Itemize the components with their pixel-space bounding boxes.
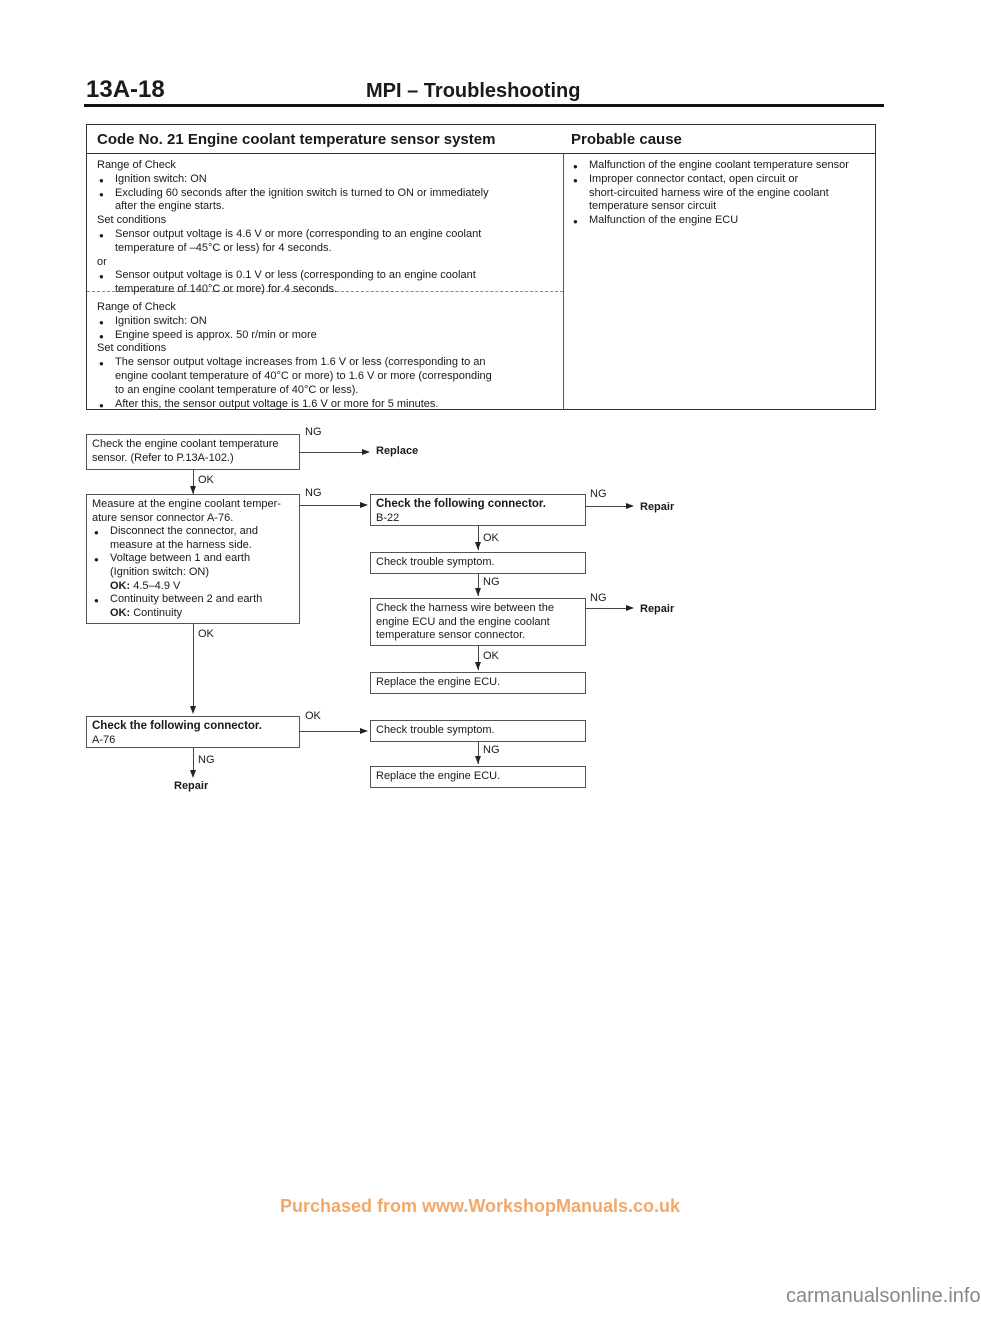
ok-spec-label: OK:: [110, 579, 131, 592]
ng-label: NG: [198, 754, 215, 766]
check-connector-b22-box: [370, 494, 586, 526]
range-heading: Range of Check: [97, 159, 176, 171]
ok-label: OK: [198, 474, 214, 486]
box-text: Check the following connector.: [376, 498, 546, 510]
connector-line: [300, 452, 362, 453]
condition-line: ● Ignition switch: ON: [97, 315, 492, 329]
set-heading: Set conditions: [97, 342, 167, 355]
arrow-right-icon: [362, 449, 370, 455]
arrow-right-icon: [626, 503, 634, 509]
cause-line: ● Improper connector contact, open circuit or: [571, 173, 849, 187]
condition-line: temperature of 140°C or more) for 4 seconds.: [115, 283, 338, 296]
probable-causes: [571, 159, 849, 228]
box-text: Replace the engine ECU.: [376, 676, 501, 688]
condition-line: ● After this, the sensor output voltage is 1.6 V or more for 5 minutes.: [97, 398, 492, 412]
diagnosis-table: [86, 124, 876, 410]
cause-line: ● Malfunction of the engine coolant temperature sensor: [571, 159, 849, 173]
ok-label: OK: [305, 710, 321, 722]
arrow-down-icon: [190, 486, 196, 494]
header-rule: [84, 104, 884, 107]
condition-line: ● Sensor output voltage is 4.6 V or more (corresponding to an engine coolant: [97, 228, 489, 242]
table-header: [87, 125, 875, 154]
arrow-down-icon: [475, 542, 481, 550]
connector-line: [300, 505, 360, 506]
box-text: Check the harness wire between the: [376, 602, 554, 614]
condition-line: engine coolant temperature of 40°C or more) to 1.6 V or more (corresponding: [115, 369, 492, 382]
condition-line: ● Sensor output voltage is 0.1 V or less (corresponding to an engine coolant: [97, 269, 489, 283]
repair-result: Repair: [640, 603, 675, 615]
check-harness-box: [370, 598, 586, 646]
ok-label: OK: [198, 628, 214, 640]
box-text: measure at the harness side.: [110, 538, 252, 551]
site-watermark: carmanualsonline.info: [786, 1285, 981, 1307]
arrow-down-icon: [475, 662, 481, 670]
box-text: ● Continuity between 2 and earth: [92, 593, 294, 607]
probable-cause-title: Probable cause: [571, 131, 682, 148]
box-text: temperature sensor connector.: [376, 629, 526, 642]
connector-line: [586, 506, 626, 507]
check-block-1: [97, 159, 489, 297]
cause-line: short-circuited harness wire of the engine coolant: [589, 186, 829, 199]
ng-label: NG: [590, 488, 607, 500]
condition-line: after the engine starts.: [115, 200, 225, 213]
box-text: B-22: [376, 511, 400, 524]
arrow-down-icon: [190, 770, 196, 778]
check-trouble-symptom-box-2: [370, 720, 586, 742]
condition-line: ● Ignition switch: ON: [97, 173, 489, 187]
arrow-down-icon: [475, 756, 481, 764]
check-sensor-box: [86, 434, 300, 470]
arrow-right-icon: [626, 605, 634, 611]
ng-label: NG: [590, 592, 607, 604]
replace-result: Replace: [376, 445, 419, 457]
check-connector-a76-box: [86, 716, 300, 748]
ng-label: NG: [483, 576, 500, 588]
condition-line: to an engine coolant temperature of 40°C or less).: [115, 383, 359, 396]
ok-spec-label: OK:: [110, 606, 131, 619]
box-text: engine ECU and the engine coolant: [376, 615, 550, 628]
box-text: ● Voltage between 1 and earth: [92, 552, 294, 566]
code-title: Code No. 21 Engine coolant temperature sensor system: [97, 131, 496, 148]
box-text: Measure at the engine coolant temper-: [92, 498, 281, 510]
cause-line: ● Malfunction of the engine ECU: [571, 214, 849, 228]
connector-line: [586, 608, 626, 609]
page-title: MPI – Troubleshooting: [366, 80, 581, 102]
or-line: or: [97, 255, 107, 268]
ok-spec-value: 4.5–4.9 V: [133, 579, 181, 592]
condition-line: ● The sensor output voltage increases from 1.6 V or less (corresponding to an: [97, 356, 492, 370]
box-text: Check trouble symptom.: [376, 556, 495, 568]
ng-label: NG: [483, 744, 500, 756]
box-text: sensor. (Refer to P.13A-102.): [92, 451, 234, 464]
ng-label: NG: [305, 487, 322, 499]
set-heading: Set conditions: [97, 214, 167, 227]
box-text: Replace the engine ECU.: [376, 770, 501, 782]
repair-result: Repair: [640, 501, 675, 513]
arrow-right-icon: [360, 728, 368, 734]
replace-ecu-box: [370, 672, 586, 694]
measure-connector-box: [86, 494, 300, 624]
arrow-down-icon: [475, 588, 481, 596]
box-text: Check trouble symptom.: [376, 724, 495, 736]
ok-label: OK: [483, 650, 499, 662]
connector-line: [193, 748, 194, 772]
box-text: (Ignition switch: ON): [110, 565, 210, 578]
cause-line: temperature sensor circuit: [589, 200, 717, 213]
connector-line: [300, 731, 360, 732]
box-text: Check the engine coolant temperature: [92, 438, 279, 450]
replace-ecu-box-2: [370, 766, 586, 788]
box-text: ● Disconnect the connector, and: [92, 525, 294, 539]
ok-label: OK: [483, 532, 499, 544]
check-block-2: [97, 301, 492, 411]
purchase-footer: Purchased from www.WorkshopManuals.co.uk: [279, 1196, 681, 1216]
page-number: 13A-18: [86, 76, 165, 103]
arrow-right-icon: [360, 502, 368, 508]
range-heading: Range of Check: [97, 301, 176, 313]
connector-line: [193, 624, 194, 708]
arrow-down-icon: [190, 706, 196, 714]
check-trouble-symptom-box: [370, 552, 586, 574]
repair-result: Repair: [174, 780, 209, 792]
box-text: A-76: [92, 733, 116, 746]
column-divider: [563, 153, 564, 410]
box-text: ature sensor connector A-76.: [92, 511, 234, 524]
condition-line: temperature of –45°C or less) for 4 seconds.: [115, 241, 332, 254]
box-text: Check the following connector.: [92, 720, 262, 732]
condition-line: ● Excluding 60 seconds after the ignition switch is turned to ON or immediately: [97, 187, 489, 201]
ok-spec-value: Continuity: [133, 606, 183, 619]
condition-line: ● Engine speed is approx. 50 r/min or more: [97, 329, 492, 343]
ng-label: NG: [305, 426, 322, 438]
